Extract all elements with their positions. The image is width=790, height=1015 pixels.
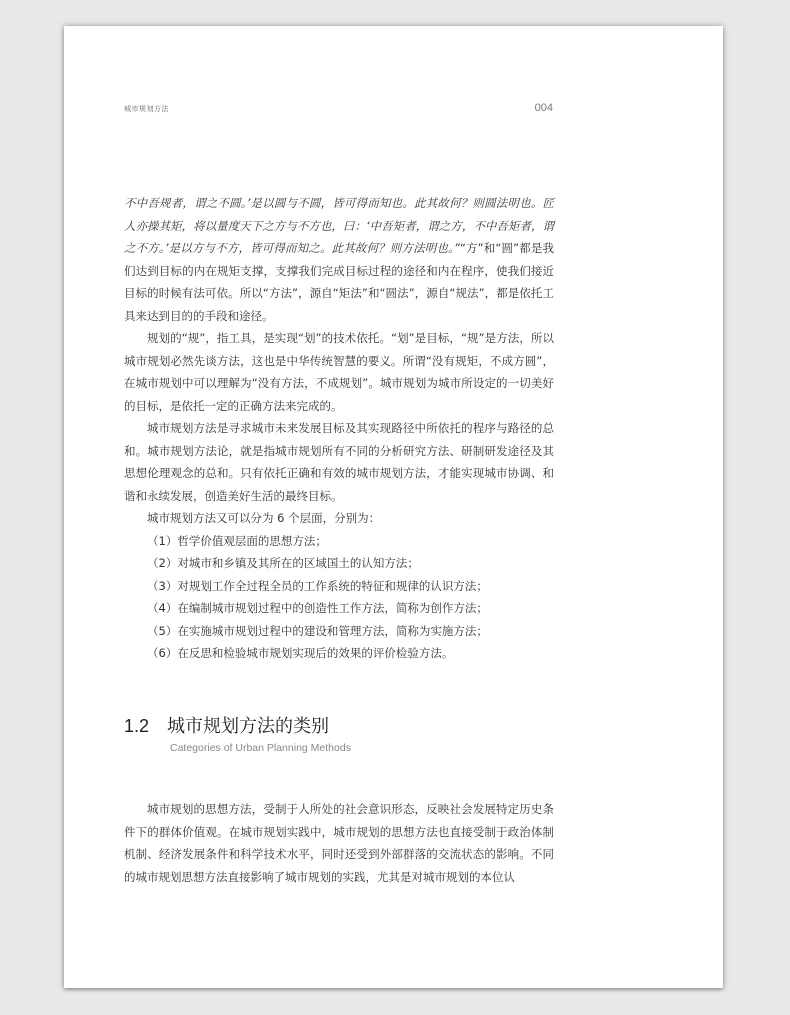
paragraph-2: 规划的“规”，指工具，是实现“划”的技术依托。“划”是目标，“规”是方法，所以城市规划必然先谈方法，这也是中华传统智慧的要义。所谓“没有规矩，不成方圆”，在城市规划中可以理解为“没有方法，不成规划”。城市规划为城市所设定的一切美好的目标，是依托一定的正确方法来完成的。	[124, 331, 554, 413]
list-item: （1）哲学价值观层面的思想方法；	[147, 533, 327, 548]
paragraph-5: 城市规划的思想方法，受制于人所处的社会意识形态，反映社会发展特定历史条件下的群体价值观。在城市规划实践中，城市规划的思想方法也直接受制于政治体制机制、经济发展条件和科学技术水平，同时还受到外部群落的交流状态的影响。不同的城市规划思想方法直接影响了城市规划的实践，尤其是对城市规划的本位认	[124, 802, 554, 884]
body-text	[124, 192, 554, 665]
section-title	[124, 714, 554, 739]
quote-line: 谓之不方。’是以方与不方，皆可得而知之。此其故何？则方法明也。”	[124, 218, 554, 255]
book-page	[64, 26, 723, 988]
list-item: （2）对城市和乡镇及其所在的区域国土的认知方法；	[147, 556, 419, 570]
section-title-text: 城市规划方法的类别	[167, 716, 330, 737]
page-number: 004	[534, 102, 553, 114]
quote-line: 不中吾规者，谓之不圆。’是以圆与不圆，皆可得而知也。此其故何？则圆法明也。	[124, 196, 543, 210]
paragraph-1	[124, 192, 554, 327]
section-heading	[124, 714, 554, 754]
quote-line: 匠人亦操其矩，将以量度天下之方与不方也，曰：‘中吾矩者，谓之方，不中吾矩者，	[124, 196, 554, 233]
list-item: （6）在反思和检验城市规划实现后的效果的评价检验方法。	[147, 646, 454, 660]
section-subtitle: Categories of Urban Planning Methods	[170, 742, 351, 754]
section-number: 1.2	[124, 716, 150, 736]
running-head: 城市规划方法	[124, 105, 169, 113]
list-item: （3）对规划工作全过程全员的工作系统的特征和规律的认识方法；	[147, 578, 488, 593]
body-text-2	[124, 798, 554, 888]
list-item: （5）在实施城市规划过程中的建设和管理方法，简称为实施方法；	[147, 623, 488, 638]
list-item: （4）在编制城市规划过程中的创造性工作方法，简称为创作方法；	[147, 601, 488, 615]
paragraph-4: 城市规划方法又可以分为 6 个层面，分别为：	[147, 511, 381, 525]
paragraph-3: 城市规划方法是寻求城市未来发展目标及其实现路径中所依托的程序与路径的总和。城市规划方法论，就是指城市规划所有不同的分析研究方法、研制研发途径及其思想伦理观念的总和。只有依托正确和有效的城市规划方法，才能实现城市协调、和谐和永续发展，创造美好生活的最终目标。	[124, 421, 554, 503]
paragraph-1-rest: “方”和“圆”都是我们达到目标的内在规矩支撑，支撑我们完成目标过程的途径和内在程序，使我们接近目标的时候有法可依。所以“方法”，源自“矩法”和“圆法”，源自“规法”，都是依托工具来达到目的的手段和途径。	[124, 241, 554, 323]
